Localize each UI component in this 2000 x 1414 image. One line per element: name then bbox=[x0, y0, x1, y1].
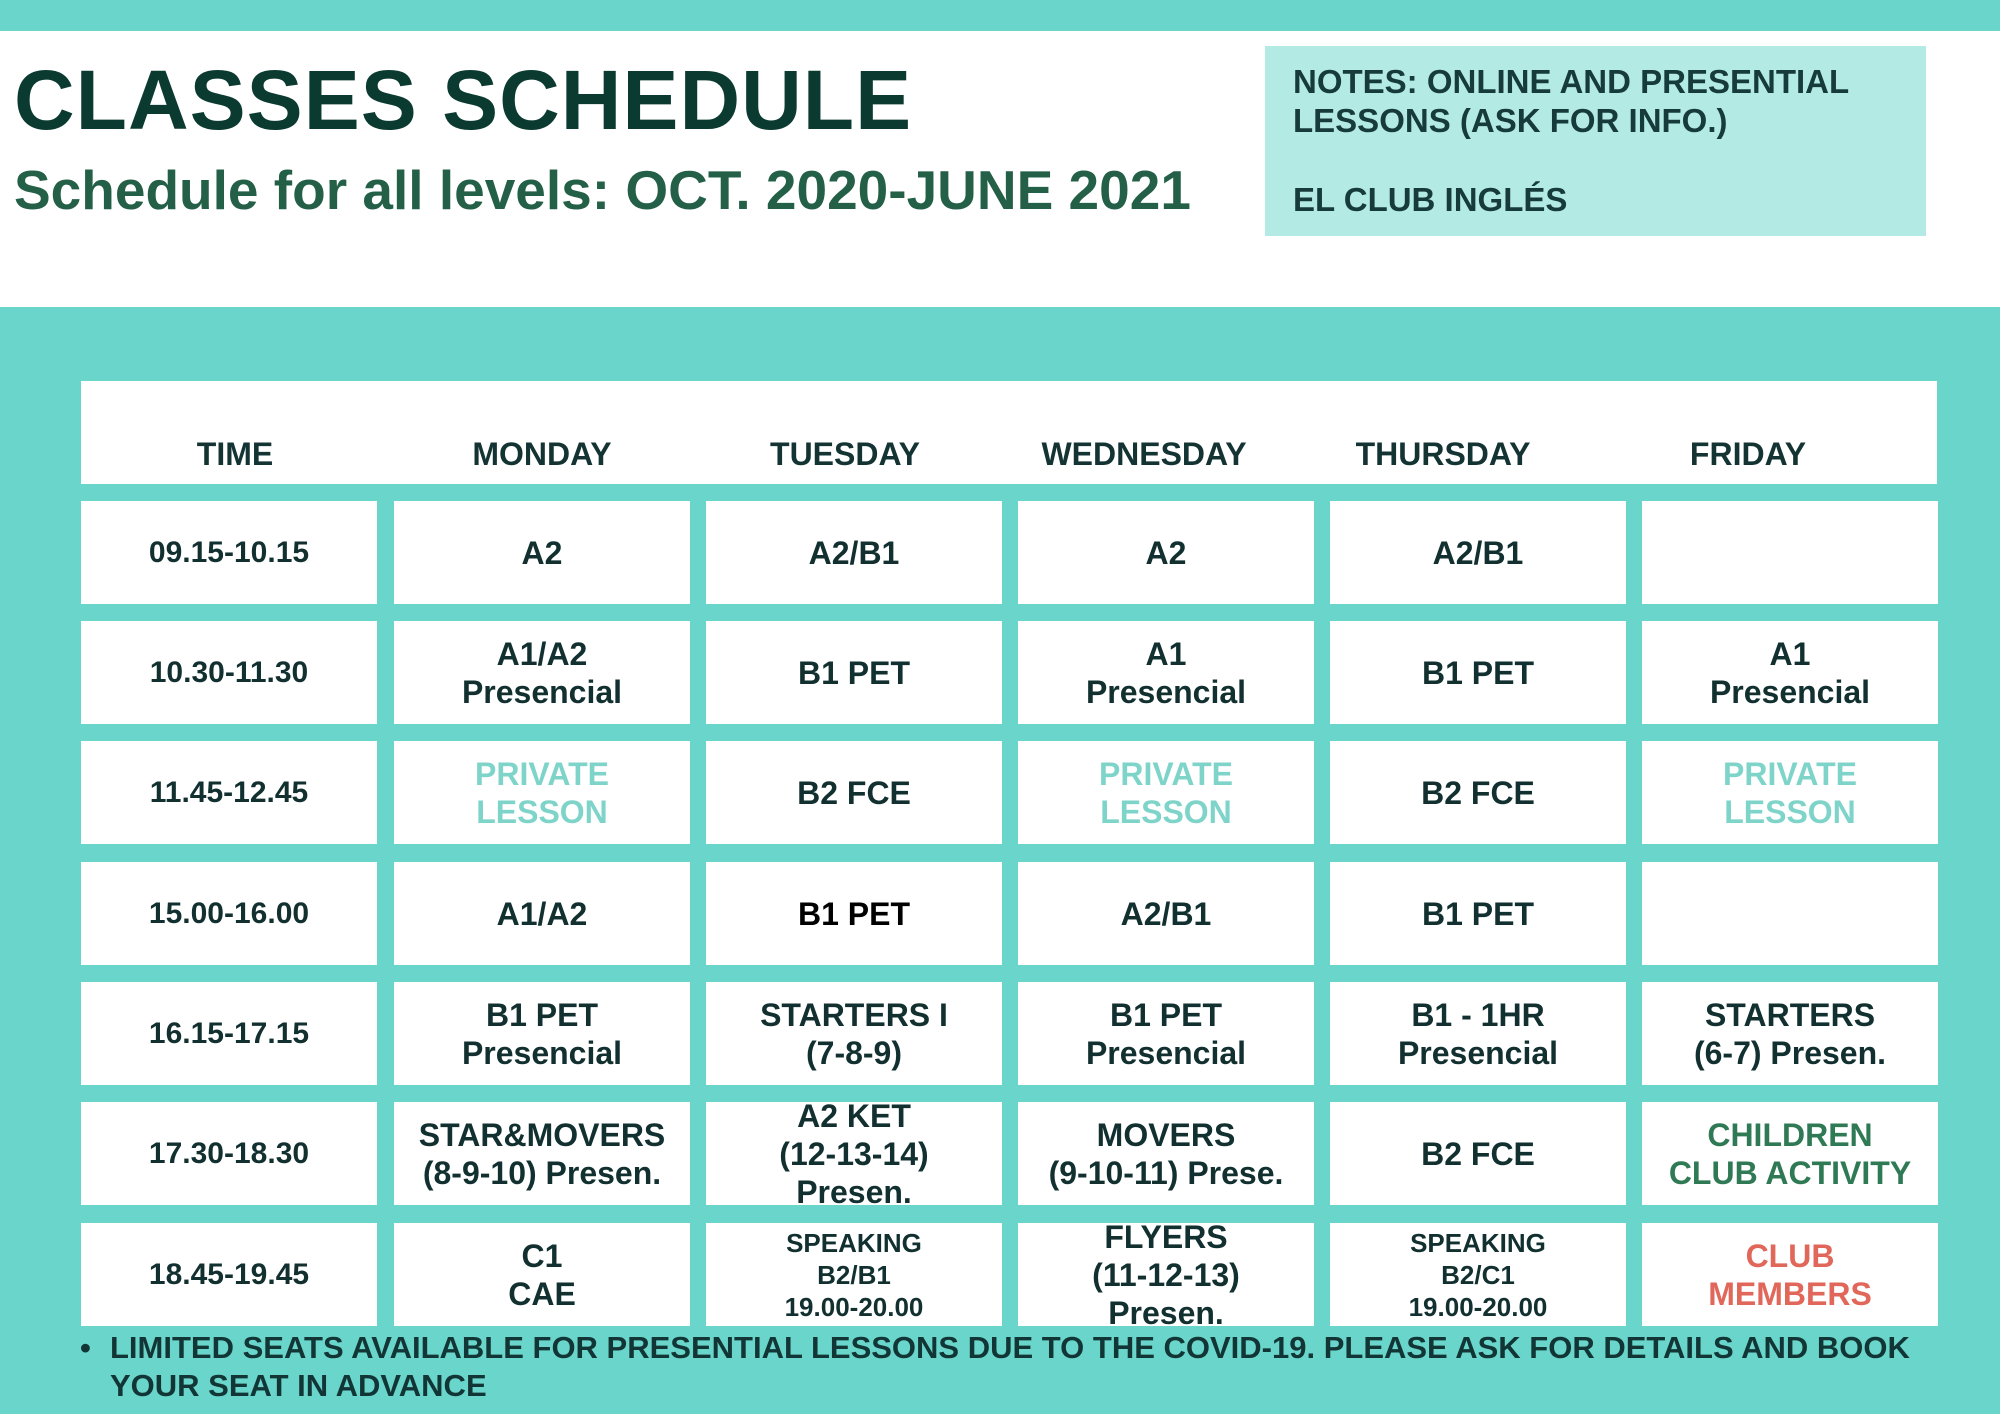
class-label: LESSON bbox=[1724, 793, 1856, 830]
class-label: Presen. bbox=[1108, 1294, 1224, 1326]
class-label: STAR&MOVERS bbox=[418, 1116, 666, 1153]
class-cell-wednesday bbox=[1018, 1223, 1314, 1326]
time-cell: 18.45-19.45 bbox=[81, 1223, 377, 1326]
class-label: LESSON bbox=[476, 793, 608, 830]
class-cell-monday bbox=[394, 501, 690, 604]
class-cell-thursday bbox=[1330, 1223, 1626, 1326]
class-label: (8-9-10) Presen. bbox=[422, 1154, 662, 1191]
class-label: A2/B1 bbox=[1432, 534, 1524, 571]
class-cell-tuesday bbox=[706, 1223, 1002, 1326]
column-header-monday: MONDAY bbox=[472, 436, 612, 472]
class-cell-wednesday bbox=[1018, 982, 1314, 1085]
class-cell-tuesday bbox=[706, 862, 1002, 965]
table-header-row bbox=[81, 381, 1937, 484]
class-label: (11-12-13) bbox=[1092, 1256, 1240, 1293]
class-label: A2 bbox=[521, 534, 563, 571]
class-label: B2/B1 bbox=[817, 1259, 891, 1290]
class-label: A1 bbox=[1145, 635, 1187, 672]
class-label: Presencial bbox=[461, 1034, 623, 1071]
class-label: CLUB ACTIVITY bbox=[1668, 1154, 1912, 1191]
class-cell-monday bbox=[394, 982, 690, 1085]
class-label: C1 bbox=[521, 1237, 563, 1274]
class-label: B1 PET bbox=[1421, 654, 1535, 691]
class-label: B1 PET bbox=[1421, 895, 1535, 932]
class-cell-thursday bbox=[1330, 862, 1626, 965]
time-cell: 10.30-11.30 bbox=[81, 621, 377, 724]
class-label: LESSON bbox=[1100, 793, 1232, 830]
class-cell-wednesday bbox=[1018, 501, 1314, 604]
class-label: Presencial bbox=[1709, 673, 1871, 710]
column-header-thursday: THURSDAY bbox=[1355, 436, 1531, 472]
class-label: 19.00-20.00 bbox=[1408, 1291, 1548, 1322]
page-subtitle: Schedule for all levels: OCT. 2020-JUNE 2021 bbox=[14, 159, 1191, 221]
bullet-icon: • bbox=[80, 1330, 91, 1365]
class-cell-monday bbox=[394, 1102, 690, 1205]
class-label: 19.00-20.00 bbox=[784, 1291, 924, 1322]
class-cell-monday bbox=[394, 862, 690, 965]
class-label: B1 PET bbox=[797, 654, 911, 691]
class-cell-wednesday bbox=[1018, 1102, 1314, 1205]
class-cell-thursday bbox=[1330, 501, 1626, 604]
time-cell: 17.30-18.30 bbox=[81, 1102, 377, 1205]
class-cell-tuesday bbox=[706, 501, 1002, 604]
class-cell-thursday bbox=[1330, 741, 1626, 844]
class-cell-thursday bbox=[1330, 1102, 1626, 1205]
class-label: FLYERS bbox=[1104, 1223, 1228, 1255]
class-label: (7-8-9) bbox=[805, 1034, 902, 1071]
class-cell-tuesday bbox=[706, 982, 1002, 1085]
class-label: STARTERS I bbox=[760, 996, 948, 1033]
class-cell-friday bbox=[1642, 501, 1938, 604]
class-label: B2 FCE bbox=[1421, 774, 1535, 811]
time-cell: 09.15-10.15 bbox=[81, 501, 377, 604]
class-label: B1 PET bbox=[485, 996, 599, 1033]
class-cell-friday bbox=[1642, 621, 1938, 724]
class-label: Presencial bbox=[1085, 673, 1247, 710]
class-label: CAE bbox=[508, 1275, 576, 1312]
class-label: PRIVATE bbox=[1099, 755, 1233, 792]
class-cell-friday bbox=[1642, 1223, 1938, 1326]
club-name: EL CLUB INGLÉS bbox=[1293, 181, 1568, 218]
class-cell-thursday bbox=[1330, 982, 1626, 1085]
class-label: (6-7) Presen. bbox=[1693, 1034, 1887, 1071]
class-label: A1/A2 bbox=[496, 635, 588, 672]
column-header-friday: FRIDAY bbox=[1689, 436, 1807, 472]
class-cell-wednesday bbox=[1018, 621, 1314, 724]
time-cell: 11.45-12.45 bbox=[81, 741, 377, 844]
class-cell-friday bbox=[1642, 741, 1938, 844]
class-label: STARTERS bbox=[1704, 996, 1876, 1033]
class-label: PRIVATE bbox=[1723, 755, 1857, 792]
class-cell-friday bbox=[1642, 1102, 1938, 1205]
class-label: B2 FCE bbox=[1421, 1135, 1535, 1172]
class-label: Presencial bbox=[1397, 1034, 1559, 1071]
class-label: Presencial bbox=[461, 673, 623, 710]
class-label: PRIVATE bbox=[475, 755, 609, 792]
class-label: B1 PET bbox=[1109, 996, 1223, 1033]
class-label: Presen. bbox=[796, 1173, 912, 1205]
class-cell-monday bbox=[394, 741, 690, 844]
page-title: CLASSES SCHEDULE bbox=[14, 53, 913, 147]
class-label: A2/B1 bbox=[808, 534, 900, 571]
class-label: B2/C1 bbox=[1441, 1259, 1515, 1290]
footer-text: LIMITED SEATS AVAILABLE FOR PRESENTIAL LESSONS DUE TO THE COVID-19. PLEASE ASK FOR DETAILS AND BOOK YOUR SEAT IN ADVANCE bbox=[110, 1330, 1910, 1403]
class-label: (12-13-14) bbox=[779, 1135, 929, 1172]
class-cell-monday bbox=[394, 1223, 690, 1326]
column-header-tuesday: TUESDAY bbox=[770, 436, 920, 472]
class-cell-tuesday bbox=[706, 741, 1002, 844]
column-header-time: TIME bbox=[196, 436, 274, 472]
class-label: MOVERS bbox=[1096, 1116, 1236, 1153]
class-label: A2/B1 bbox=[1120, 895, 1212, 932]
time-cell: 16.15-17.15 bbox=[81, 982, 377, 1085]
class-label: B2 FCE bbox=[797, 774, 911, 811]
class-cell-thursday bbox=[1330, 621, 1626, 724]
class-label: SPEAKING bbox=[786, 1227, 922, 1258]
schedule-table bbox=[81, 381, 1937, 1326]
notes-text: NOTES: ONLINE AND PRESENTIAL LESSONS (ASK FOR INFO.) bbox=[1293, 63, 1849, 139]
class-label: Presencial bbox=[1085, 1034, 1247, 1071]
footer-note bbox=[80, 1329, 1980, 1405]
class-label: A1/A2 bbox=[496, 895, 588, 932]
class-cell-tuesday bbox=[706, 621, 1002, 724]
class-cell-tuesday bbox=[706, 1102, 1002, 1205]
time-cell: 15.00-16.00 bbox=[81, 862, 377, 965]
class-label: B1 PET bbox=[797, 895, 911, 932]
class-label: CLUB bbox=[1745, 1237, 1835, 1274]
column-header-wednesday: WEDNESDAY bbox=[1041, 436, 1247, 472]
class-label: SPEAKING bbox=[1410, 1227, 1546, 1258]
class-cell-monday bbox=[394, 621, 690, 724]
class-label: (9-10-11) Prese. bbox=[1048, 1154, 1284, 1191]
class-label: MEMBERS bbox=[1708, 1275, 1872, 1312]
class-cell-friday bbox=[1642, 982, 1938, 1085]
class-cell-friday bbox=[1642, 862, 1938, 965]
class-label: A2 bbox=[1145, 534, 1187, 571]
class-cell-wednesday bbox=[1018, 741, 1314, 844]
class-cell-wednesday bbox=[1018, 862, 1314, 965]
class-label: A2 KET bbox=[797, 1102, 911, 1134]
class-label: B1 - 1HR bbox=[1411, 996, 1545, 1033]
class-label: A1 bbox=[1769, 635, 1811, 672]
class-label: CHILDREN bbox=[1707, 1116, 1873, 1153]
notes-box bbox=[1265, 46, 1926, 236]
